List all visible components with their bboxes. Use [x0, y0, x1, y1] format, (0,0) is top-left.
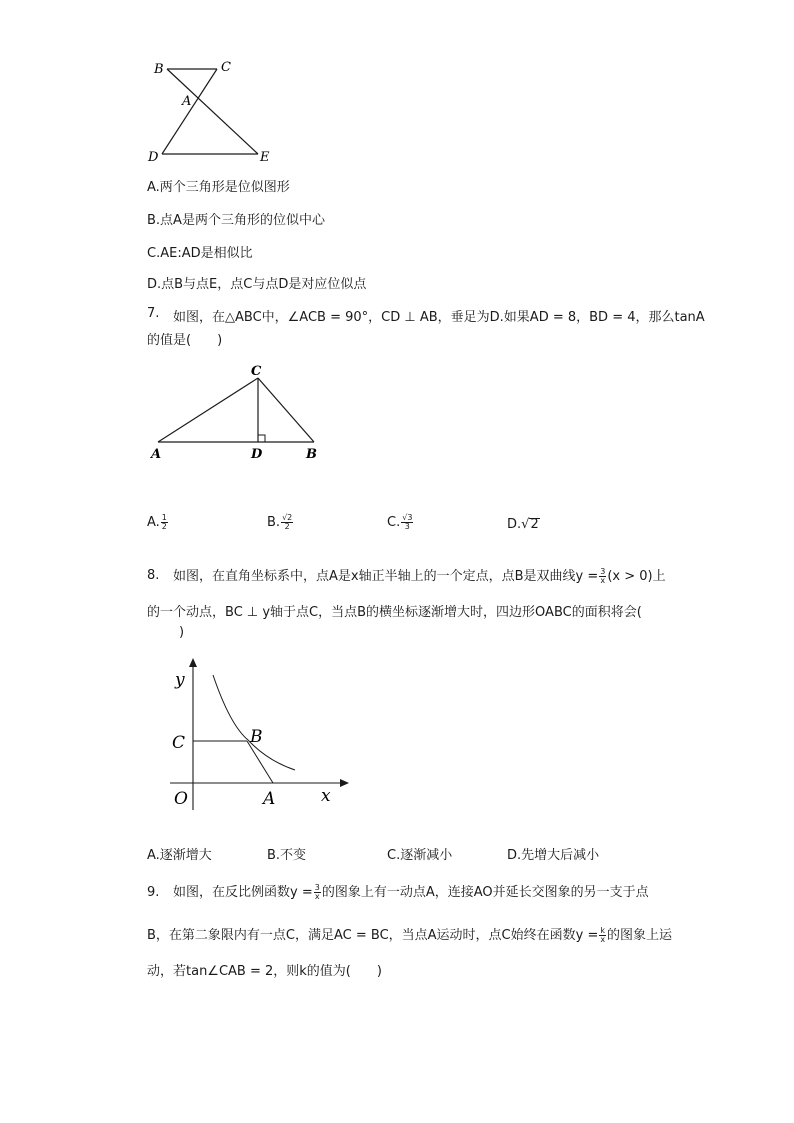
q9-text-line3: 动，若tan∠CAB = 2，则k的值为( )	[147, 964, 382, 979]
q8-figure	[160, 655, 360, 815]
q8-fraction	[599, 568, 606, 585]
q8-line1-a: 如图，在直角坐标系中，点A是x轴正半轴上的一个定点，点B是双曲线y =	[173, 569, 599, 584]
q9-line1-a: 如图，在反比例函数y =	[173, 885, 313, 900]
q7-option-d-prefix: D.	[507, 517, 522, 532]
q8-label-y: y	[175, 670, 185, 690]
q7-option-b	[267, 514, 294, 531]
q8-option-d: D.先增大后减小	[507, 848, 600, 863]
q8-label-c: C	[172, 733, 186, 753]
q8-frac-den: x	[600, 576, 606, 585]
q6-option-a: A.两个三角形是位似图形	[147, 180, 290, 195]
q7-option-c	[387, 514, 414, 531]
q7-option-a	[147, 514, 169, 531]
q8-label-b: B	[250, 727, 263, 747]
q8-label-o: O	[174, 789, 188, 809]
q9-frac1-den: x	[314, 892, 320, 901]
q9-line2-b: 的图象上运	[607, 928, 673, 943]
q7-label-c: C	[251, 364, 262, 379]
q9-text-line1	[173, 881, 649, 901]
q8-option-c: C.逐渐减小	[387, 848, 453, 863]
q9-frac1-num: 3	[314, 883, 320, 892]
q9-fraction-2	[599, 927, 606, 944]
q9-frac2-den: x	[600, 935, 606, 944]
q9-frac2-num: k	[600, 926, 605, 935]
q7-option-a-den: 2	[161, 522, 167, 531]
q9-line1-b: 的图象上有一动点A，连接AO并延长交图象的另一支于点	[321, 885, 649, 900]
q7-option-b-den: 2	[284, 522, 290, 531]
q6-option-b: B.点A是两个三角形的位似中心	[147, 213, 325, 228]
q7-figure	[145, 360, 335, 465]
q8-label-x: x	[321, 786, 331, 806]
q7-option-d-radicand: 2	[530, 517, 539, 532]
q7-option-c-fraction	[401, 514, 413, 531]
q8-frac-num: 3	[600, 567, 606, 576]
q9-number: 9.	[147, 885, 160, 900]
q7-label-a: A	[151, 447, 162, 462]
q8-text-line3: )	[179, 625, 185, 640]
q7-option-a-fraction	[161, 514, 168, 531]
q7-option-a-prefix: A.	[147, 515, 160, 530]
q7-text-line1: 如图，在△ABC中，∠ACB = 90°，CD ⊥ AB，垂足为D.如果AD = 8，BD = 4，那么tanA	[173, 310, 705, 325]
q7-label-d: D	[251, 447, 263, 462]
q6-label-b: B	[154, 62, 164, 77]
q6-label-a: A	[182, 94, 192, 109]
q6-option-c: C.AE:AD是相似比	[147, 246, 253, 261]
q8-number: 8.	[147, 568, 160, 583]
q7-option-c-den: 3	[404, 522, 410, 531]
q6-option-d: D.点B与点E，点C与点D是对应位似点	[147, 277, 367, 292]
q9-line2-a: B，在第二象限内有一点C，满足AC = BC，当点A运动时，点C始终在函数y =	[147, 928, 599, 943]
q8-text-line2: 的一个动点，BC ⊥ y轴于点C，当点B的横坐标逐渐增大时，四边形OABC的面积将会(	[147, 605, 642, 620]
q8-line1-b: (x > 0)上	[607, 569, 666, 584]
q8-option-b: B.不变	[267, 848, 307, 863]
q6-figure	[140, 55, 280, 170]
q7-option-b-num: √2	[282, 513, 293, 522]
q7-label-b: B	[306, 447, 317, 462]
q7-number: 7.	[147, 306, 160, 321]
q7-option-b-fraction	[281, 514, 293, 531]
q7-option-c-prefix: C.	[387, 515, 401, 530]
q7-option-c-num: √3	[402, 513, 413, 522]
q6-label-d: D	[148, 150, 159, 165]
q6-label-c: C	[221, 60, 231, 75]
q7-text-line2: 的值是( )	[147, 333, 223, 348]
q7-option-d-sqrt-sign: √	[521, 517, 530, 532]
q7-option-d	[507, 517, 540, 532]
q7-option-a-num: 1	[161, 513, 167, 522]
q9-fraction-1	[314, 884, 321, 901]
q6-label-e: E	[260, 150, 270, 165]
q7-option-b-prefix: B.	[267, 515, 281, 530]
q8-label-a: A	[263, 789, 276, 809]
q8-text-line1	[173, 565, 666, 585]
q9-text-line2	[147, 924, 672, 944]
q8-option-a: A.逐渐增大	[147, 848, 212, 863]
